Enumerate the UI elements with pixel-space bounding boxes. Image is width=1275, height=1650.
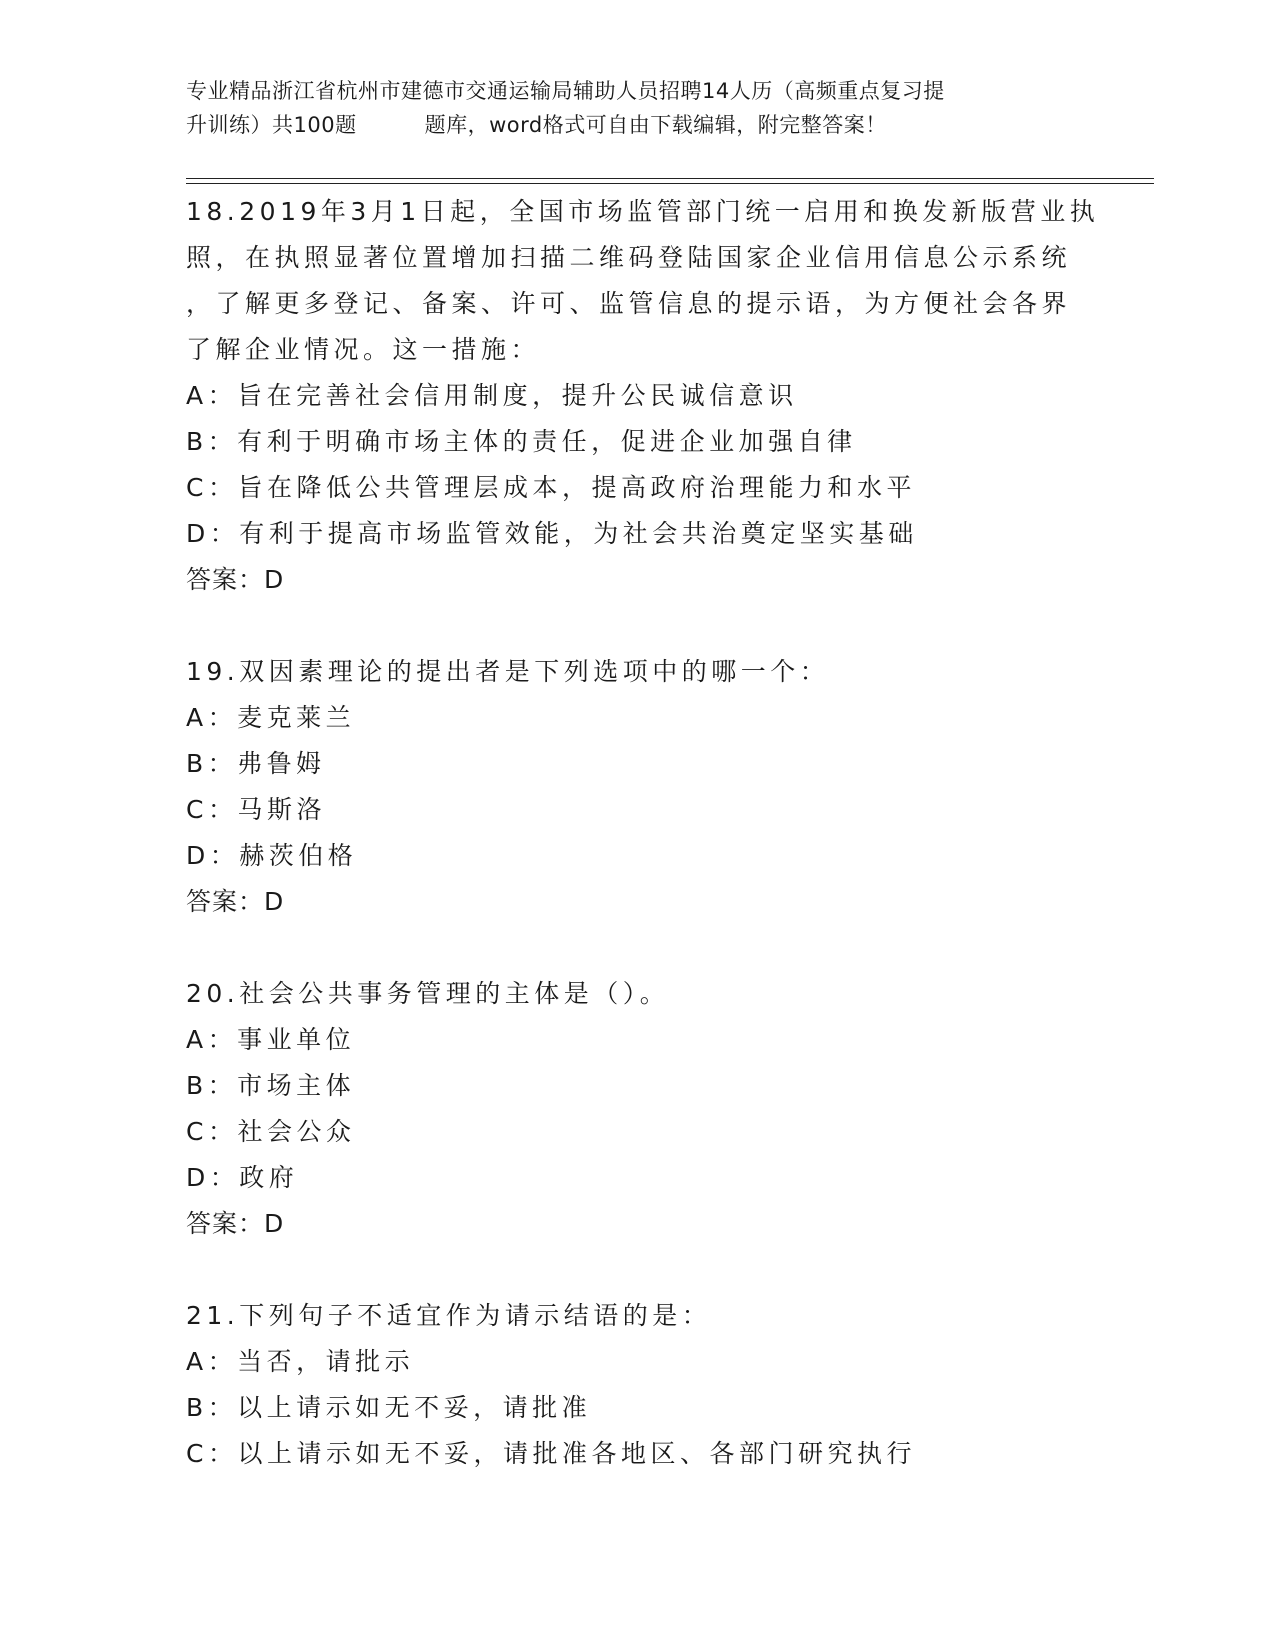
option-d: D：有利于提高市场监管效能，为社会共治奠定坚实基础: [186, 519, 918, 548]
header-divider-top: [186, 178, 1154, 179]
option-c: C：马斯洛: [186, 795, 326, 824]
question-21: [186, 1293, 1086, 1477]
question-stem-line: 18.2019年3月1日起，全国市场监管部门统一启用和换发新版营业执: [186, 197, 1100, 226]
document-header: [186, 74, 1086, 142]
question-stem-line: 照，在执照显著位置增加扫描二维码登陆国家企业信用信息公示系统: [186, 243, 1072, 272]
question-stem-line: ，了解更多登记、备案、许可、监管信息的提示语，为方便社会各界: [186, 289, 1072, 318]
answer-line: 答案：D: [186, 887, 285, 916]
answer-line: 答案：D: [186, 565, 285, 594]
question-18: [186, 189, 1100, 603]
question-stem-line: 19.双因素理论的提出者是下列选项中的哪一个：: [186, 657, 830, 686]
header-line-2: [186, 108, 1086, 142]
option-c: C：以上请示如无不妥，请批准各地区、各部门研究执行: [186, 1439, 916, 1468]
option-d: D：政府: [186, 1163, 299, 1192]
option-a: A：事业单位: [186, 1025, 356, 1054]
header-divider-bottom: [186, 183, 1154, 184]
option-a: A：当否，请批示: [186, 1347, 415, 1376]
option-b: B：市场主体: [186, 1071, 356, 1100]
header-line-2-right: 题库，word格式可自由下载编辑，附完整答案！: [424, 113, 887, 137]
question-stem-line: 20.社会公共事务管理的主体是（）。: [186, 979, 670, 1008]
header-line-1: 专业精品浙江省杭州市建德市交通运输局辅助人员招聘14人历（高频重点复习提: [186, 79, 945, 103]
option-d: D：赫茨伯格: [186, 841, 358, 870]
option-b: B：弗鲁姆: [186, 749, 326, 778]
option-a: A：旨在完善社会信用制度，提升公民诚信意识: [186, 381, 798, 410]
question-19: [186, 649, 1086, 925]
option-c: C：旨在降低公共管理层成本，提高政府治理能力和水平: [186, 473, 916, 502]
answer-line: 答案：D: [186, 1209, 285, 1238]
option-c: C：社会公众: [186, 1117, 356, 1146]
question-stem-line: 了解企业情况。这一措施：: [186, 335, 541, 364]
option-b: B：以上请示如无不妥，请批准: [186, 1393, 592, 1422]
option-b: B：有利于明确市场主体的责任，促进企业加强自律: [186, 427, 857, 456]
question-list: [186, 189, 1100, 1477]
option-a: A：麦克莱兰: [186, 703, 356, 732]
question-20: [186, 971, 1086, 1247]
question-stem-line: 21.下列句子不适宜作为请示结语的是：: [186, 1301, 712, 1330]
header-line-2-left: 升训练）共100题: [186, 113, 357, 137]
